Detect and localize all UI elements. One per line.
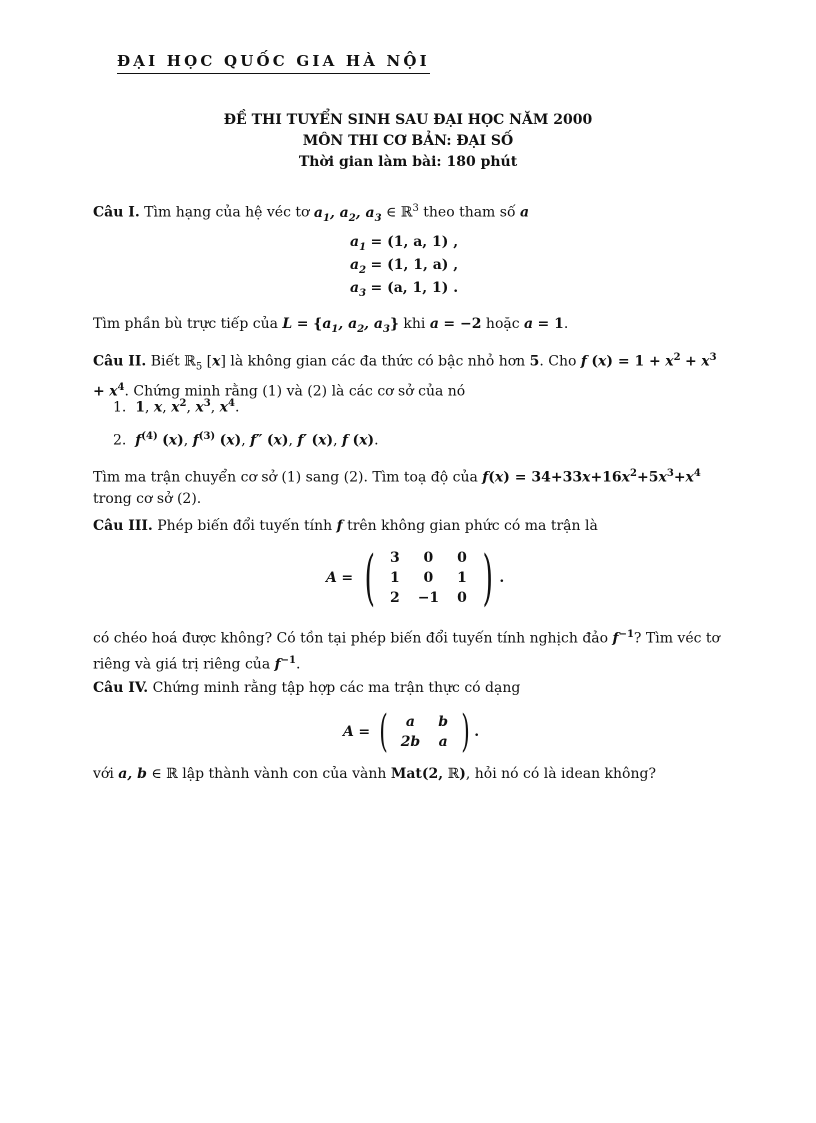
question-1-label: Câu I.: [93, 204, 140, 221]
question-4-intro: Câu IV. Chứng minh rằng tập hợp các ma trận thực có dạng: [93, 680, 521, 696]
equation-a2: $a_2 = (1$, 1, a) ,: [350, 257, 459, 276]
matrix-3x3: A = ( 3 0 0 1 0 1 2 −1 0 ) .: [326, 543, 505, 613]
question-2-intro: Câu II. Biết ℝ$_5$ [x] là không gian các đa thức có bậc nhỏ hơn 5. Cho f $(x) = 1 + x^2 + x^3 + x^4$. Chứng minh rằng (1) và (2) là các cơ sở của nó: [93, 352, 717, 401]
time-limit: Thời gian làm bài: 180 phút: [298, 154, 518, 170]
question-2-label: Câu II.: [93, 353, 147, 370]
question-4-label: Câu IV.: [93, 680, 149, 696]
exam-title: ĐỀ THI TUYỂN SINH SAU ĐẠI HỌC NĂM 2000: [223, 112, 593, 128]
question-1-complement: Tìm phần bù trực tiếp của $L = \{a_1$, $a_2$, $a_3$} khi a = −2 hoặc a = 1.: [93, 316, 569, 335]
matrix-2x2: A = ( a b 2b a ) .: [343, 706, 480, 757]
basis-2: 2. $f^{(4)}$ (x), $f^{(3)}$ (x), f″ (x), f′ (x), f (x).: [113, 431, 379, 449]
question-3-intro: Câu III. Phép biến đổi tuyến tính f trên không gian phức có ma trận là: [93, 518, 598, 534]
matrix-2x2-body: a b 2b a: [400, 714, 449, 750]
subject-title: MÔN THI CƠ BẢN: ĐẠI SỐ: [302, 133, 514, 149]
university-header: ĐẠI HỌC QUỐC GIA HÀ NỘI: [117, 52, 430, 74]
question-4-task: với a, b ∈ ℝ lập thành vành con của vành Mat(2, ℝ), hỏi nó có là idean không?: [93, 766, 656, 782]
equation-a1: $a_1 = (1$, a, 1) ,: [350, 234, 459, 253]
question-2-task: Tìm ma trận chuyển cơ sở (1) sang (2). Tìm toạ độ của $f(x) = 34+33x+16x^2+5x^3+x^4$ trong cơ sở (2).: [93, 468, 701, 507]
question-3-label: Câu III.: [93, 518, 153, 534]
basis-1: 1. 1, x, $x^2$, $x^3$, $x^4$.: [113, 398, 240, 416]
matrix-3x3-body: 3 0 0 1 0 1 2 −1 0: [389, 550, 467, 606]
equation-a3: $a_3 = (a$, 1, 1) .: [350, 280, 459, 299]
question-1-intro: Câu I. Tìm hạng của hệ véc tơ $a_1$, $a_2$, $a_3$ ∈ ℝ$^3$ theo tham số a: [93, 203, 530, 224]
question-3-task: có chéo hoá được không? Có tồn tại phép biến đổi tuyến tính nghịch đảo $f^{-1}$? Tìm véc tơ riêng và giá trị riêng của $f^{-1}$.: [93, 629, 720, 673]
